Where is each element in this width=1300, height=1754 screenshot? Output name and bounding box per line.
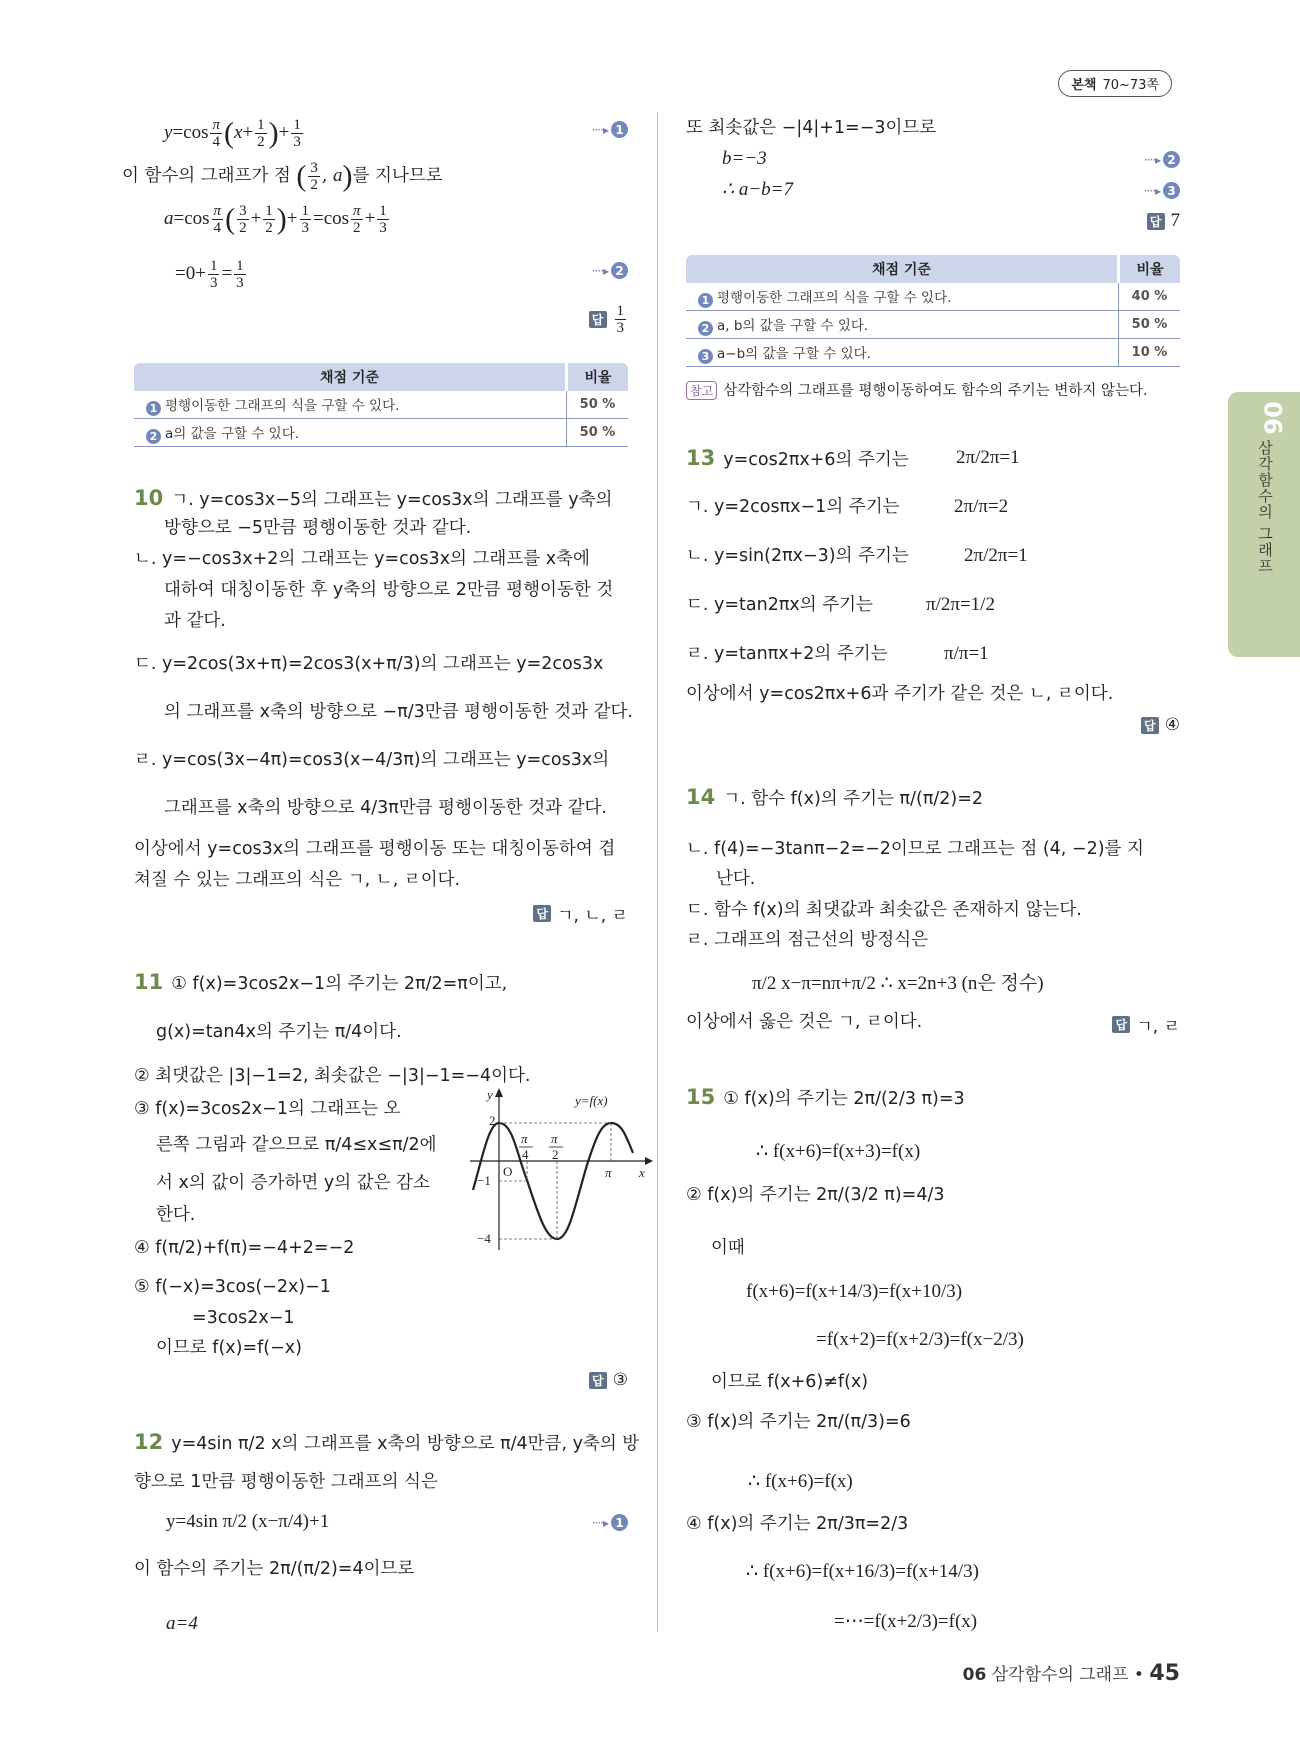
q11-line-3: ② 최댓값은 |3|−1=2, 최솟값은 −|3|−1=−4이다.: [134, 1066, 531, 1086]
svg-text:−1: −1: [477, 1173, 491, 1188]
q9-eq1: y=cos $\frac{\pi}{4}$ (x+ $\frac{1}{2}$ )+ $\frac{1}{3}$: [164, 116, 301, 150]
q11-line-5: 른쪽 그림과 같으므로 π/4≤x≤π/2에: [156, 1135, 437, 1155]
svg-text:π: π: [551, 1131, 558, 1146]
q15-line-9: ∴ f(x+6)=f(x): [748, 1471, 853, 1492]
q11-line-4: ③ f(x)=3cos2x−1의 그래프는 오: [134, 1099, 401, 1119]
q15-line-11: ∴ f(x+6)=f(x+16/3)=f(x+14/3): [746, 1561, 979, 1582]
svg-text:x: x: [639, 1165, 645, 1180]
q15-line-1: 15 ① f(x)의 주기는 2π/(2/3 π)=3: [686, 1085, 965, 1109]
q15-line-6: =f(x+2)=f(x+2/3)=f(x−2/3): [816, 1329, 1024, 1350]
svg-text:y=f(x): y=f(x): [575, 1093, 608, 1108]
q12-answer: 답 7: [1147, 210, 1181, 232]
chapter-number: 06: [1258, 401, 1287, 435]
answer-icon: 답: [589, 311, 607, 328]
q13-conclusion: 이상에서 y=cos2πx+6과 주기가 같은 것은 ㄴ, ㄹ이다.: [686, 684, 1114, 704]
q14-line-6: π/2 x−π=nπ+π/2 ∴ x=2n+3 (n은 정수): [752, 973, 1044, 994]
q12-cont-line-3: ∴ a−b=7: [722, 179, 793, 200]
q15-line-7: 이므로 f(x+6)≠f(x): [711, 1372, 869, 1392]
q10-line-2: 방향으로 −5만큼 평행이동한 것과 같다.: [164, 518, 472, 538]
q9-scoring-table: 채점 기준 비율 1 평행이동한 그래프의 식을 구할 수 있다. 50 % 2 a의 값을 구할 수 있다. 50 %: [134, 363, 628, 447]
tip-tag: 참고: [686, 381, 717, 400]
q12-line-3: y=4sin π/2 (x−π/4)+1: [166, 1511, 330, 1532]
tip-note: 참고 삼각함수의 그래프를 평행이동하여도 함수의 주기는 변하지 않는다.: [686, 379, 1148, 400]
q14-answer: 답 ㄱ, ㄹ: [1112, 1012, 1180, 1037]
q15-line-12: =⋯=f(x+2/3)=f(x): [834, 1611, 978, 1632]
q15-line-10: ④ f(x)의 주기는 2π/3π=2/3: [686, 1514, 909, 1534]
q15-line-3: ② f(x)의 주기는 2π/(3/2 π)=4/3: [686, 1185, 945, 1205]
q10-line-6: ㄷ. y=2cos(3x+π)=2cos3(x+π/3)의 그래프는 y=2cos3x: [134, 654, 604, 674]
q13-answer: 답 ④: [1141, 715, 1180, 735]
q10-line-10: 이상에서 y=cos3x의 그래프를 평행이동 또는 대칭이동하여 겹: [134, 839, 616, 859]
q11-line-7: 한다.: [156, 1205, 196, 1225]
chapter-side-tab[interactable]: [1228, 392, 1300, 657]
q15-line-4: 이때: [711, 1238, 745, 1258]
svg-text:4: 4: [522, 1147, 529, 1162]
q15-line-8: ③ f(x)의 주기는 2π/(π/3)=6: [686, 1412, 911, 1432]
q13-line-3: ㄷ. y=tan2πx의 주기는: [686, 595, 873, 615]
q10-line-4: 대하여 대칭이동한 후 y축의 방향으로 2만큼 평행이동한 것: [164, 580, 614, 600]
q10-line-5: 과 같다.: [164, 611, 226, 631]
q12-cont-line-2: b=−3: [722, 148, 767, 169]
page-footer: 06 삼각함수의 그래프 • 45: [962, 1661, 1180, 1686]
q11-line-1: 11 ① f(x)=3cos2x−1의 주기는 2π/2=π이고,: [134, 970, 508, 994]
page-number: 45: [1149, 1661, 1180, 1686]
q10-line-1: 10 ㄱ. y=cos3x−5의 그래프는 y=cos3x의 그래프를 y축의: [134, 486, 613, 510]
svg-text:y: y: [487, 1087, 493, 1102]
q10-line-11: 쳐질 수 있는 그래프의 식은 ㄱ, ㄴ, ㄹ이다.: [134, 870, 461, 890]
svg-text:2: 2: [489, 1113, 496, 1128]
answer-page: 본책 70~73쪽 06 삼각함수의 그래프 y=cos $\frac{\pi}{4}$ (x+ $\frac{1}{2}$ )+ $\frac{1}{3}$ ····▸ 1 이 함수의 그래프가 점 ( $\frac{3}{2}$ , a)를 지나므로 a=cos $\frac{\pi}{4}$ ( $\frac{3}{2}$ + $\frac{1}{2}$ )+ $\frac{1}{3}$ =cos $\frac{\pi}{2}$ + $\frac{1}{3}$ =0+ $\frac{1}{3}$ = $\frac{1}{3}$ ····▸ 2 답 $\frac{1}{3}$ 채점 기준 비율 1 평행이동한 그래프의 식을 구할 수 있다. 50 % 2 a의 값을 구할 수 있다. 50 % 10 ㄱ. y=cos3x−5의 그래프는 y=cos3x의 그래프를 y축의 방향으로 −5만큼 평행이동한 것과 같다. ㄴ. y=−cos3x+2의 그래프는 y=cos3x의 그래프를 x축에 대하여 대칭이동한 후 y축의 방향으로 2만큼 평행이동한 것 과 같다. ㄷ. y=2cos(3x+π)=2cos3(x+π/3)의 그래프는 y=2cos3x 의 그래프를 x축의 방향으로 −π/3만큼 평행이동한 것과 같다. ㄹ. y=cos(3x−4π)=cos3(x−4/3π)의 그래프는 y=cos3x의 그래프를 x축의 방향으로 4/3π만큼 평행이동한 것과 같다. 이상에서 y=cos3x의 그래프를 평행이동 또는 대칭이동하여 겹 쳐질 수 있는 그래프의 식은 ㄱ, ㄴ, ㄹ이다. 답 ㄱ, ㄴ, ㄹ 11 ① f(x)=3cos2x−1의 주기는 2π/2=π이고, g(x)=tan4x의 주기는 π/4이다. ② 최댓값은 |3|−1=2, 최솟값은 −|3|−1=−4이다. ③ f(x)=3cos2x−1의 그래프는 오 른쪽 그림과 같으므로 π/4≤x≤π/2에 서 x의 값이 증가하면 y의 값은 감소 한다. ④ f(π/2)+f(π)=−4+2=−2 ⑤ f(−x)=3cos(−2x)−1 =3cos2x−1 이므로 f(x)=f(−x) 답 ③ 12 y=4sin π/2 x의 그래프를 x축의 방향으로 π/4만큼, y축의 방 향으로 1만큼 평행이동한 그래프의 식은 y=4sin π/2 (x−π/4)+1 ····▸ 1 이 함수의 주기는 2π/(π/2)=4이므로 a=4 y 2 −1 −4 O π 4 π 2 π x y=f(x) 또 최솟값은 −|4|+1=−3이므로 b=−3 ····▸ 2 ∴ a−b=7 ····▸ 3 답 7 채점 기준 비율 1 평행이동한 그래프의 식을 구할 수 있다. 40 % 2 a, b의 값을 구할 수 있다. 50 % 3 a−b의 값을 구할 수 있다. 10 % 참고 삼각함수의 그래프를 평행이동하여도 함수의 주기는 변하지 않는다. 13 y=cos2πx+6의 주기는 2π/2π=1 ㄱ. y=2cosπx−1의 주기는 2π/π=2 ㄴ. y=sin(2πx−3)의 주기는 2π/2π=1 ㄷ. y=tan2πx의 주기는 π/2π=1/2 ㄹ. y=tanπx+2의 주기는 π/π=1 이상에서 y=cos2πx+6과 주기가 같은 것은 ㄴ, ㄹ이다. 답 ④ 14 ㄱ. 함수 f(x)의 주기는 π/(π/2)=2 ㄴ. f(4)=−3tanπ−2=−2이므로 그래프는 점 (4, −2)를 지 난다. ㄷ. 함수 f(x)의 최댓값과 최솟값은 존재하지 않는다. ㄹ. 그래프의 점근선의 방정식은 π/2 x−π=nπ+π/2 ∴ x=2n+3 (n은 정수) 이상에서 옳은 것은 ㄱ, ㄹ이다. 답 ㄱ, ㄹ 15 ① f(x)의 주기는 2π/(2/3 π)=3 ∴ f(x+6)=f(x+3)=f(x) ② f(x)의 주기는 2π/(3/2 π)=4/3 이때 f(x+6)=f(x+14/3)=f(x+10/3) =f(x+2)=f(x+2/3)=f(x−2/3) 이므로 f(x+6)≠f(x) ③ f(x)의 주기는 2π/(π/3)=6 ∴ f(x+6)=f(x) ④ f(x)의 주기는 2π/3π=2/3 ∴ f(x+6)=f(x+16/3)=f(x+14/3) =⋯=f(x+2/3)=f(x) 06 삼각함수의 그래프 • 45: [0, 0, 1300, 1754]
step-marker-1: ····▸ 1: [592, 121, 628, 138]
q12-line-1: 12 y=4sin π/2 x의 그래프를 x축의 방향으로 π/4만큼, y축의 방: [134, 1430, 640, 1454]
column-divider: [657, 112, 658, 1632]
q14-line-1: 14 ㄱ. 함수 f(x)의 주기는 π/(π/2)=2: [686, 785, 984, 809]
q14-line-5: ㄹ. 그래프의 점근선의 방정식은: [686, 930, 929, 950]
svg-text:π: π: [605, 1165, 612, 1180]
q13-line-1: ㄱ. y=2cosπx−1의 주기는: [686, 497, 900, 517]
q9-eq2: a=cos $\frac{\pi}{4}$ ( $\frac{3}{2}$ + $\frac{1}{2}$ )+ $\frac{1}{3}$ =cos $\frac{\pi}{2}$ + $\frac{1}{3}$: [164, 202, 387, 236]
q11-line-6: 서 x의 값이 증가하면 y의 값은 감소: [156, 1173, 430, 1193]
reference-pages-badge: 본책 70~73쪽: [1058, 70, 1172, 97]
q10-line-7: 의 그래프를 x축의 방향으로 −π/3만큼 평행이동한 것과 같다.: [164, 702, 633, 722]
svg-text:O: O: [503, 1164, 513, 1179]
table-row: 2 a, b의 값을 구할 수 있다. 50 %: [686, 311, 1180, 339]
q11-line-8: ④ f(π/2)+f(π)=−4+2=−2: [134, 1238, 355, 1258]
q14-line-3: 난다.: [716, 869, 756, 889]
q11-line-2: g(x)=tan4x의 주기는 π/4이다.: [156, 1022, 402, 1042]
step-marker-3: ····▸ 3: [1144, 182, 1180, 199]
q12-scoring-table: 채점 기준 비율 1 평행이동한 그래프의 식을 구할 수 있다. 40 % 2 a, b의 값을 구할 수 있다. 50 % 3 a−b의 값을 구할 수 있다. 10 %: [686, 255, 1180, 367]
cosine-graph: [465, 1085, 655, 1255]
svg-text:π: π: [521, 1131, 528, 1146]
q9-answer: 답 $\frac{1}{3}$: [589, 303, 629, 336]
q10-answer: 답 ㄱ, ㄴ, ㄹ: [533, 901, 628, 926]
table-row: 2 a의 값을 구할 수 있다. 50 %: [134, 419, 628, 447]
q10-line-9: 그래프를 x축의 방향으로 4/3π만큼 평행이동한 것과 같다.: [164, 798, 607, 818]
q13-line-2: ㄴ. y=sin(2πx−3)의 주기는: [686, 546, 909, 566]
q11-line-11: 이므로 f(x)=f(−x): [156, 1338, 302, 1358]
q12-line-4: 이 함수의 주기는 2π/(π/2)=4이므로: [134, 1559, 415, 1579]
table-row: 3 a−b의 값을 구할 수 있다. 10 %: [686, 339, 1180, 367]
q10-line-8: ㄹ. y=cos(3x−4π)=cos3(x−4/3π)의 그래프는 y=cos3x의: [134, 750, 610, 770]
q14-line-4: ㄷ. 함수 f(x)의 최댓값과 최솟값은 존재하지 않는다.: [686, 900, 1082, 920]
q13-line-4: ㄹ. y=tanπx+2의 주기는: [686, 644, 888, 664]
q9-text1: 이 함수의 그래프가 점 ( $\frac{3}{2}$ , a)를 지나므로: [122, 159, 443, 193]
step-marker-1: ····▸ 1: [592, 1514, 628, 1531]
q14-line-7: 이상에서 옳은 것은 ㄱ, ㄹ이다.: [686, 1012, 923, 1032]
q12-line-2: 향으로 1만큼 평행이동한 그래프의 식은: [134, 1472, 438, 1492]
svg-text:2: 2: [552, 1147, 559, 1162]
table-row: 1 평행이동한 그래프의 식을 구할 수 있다. 50 %: [134, 391, 628, 419]
table-row: 1 평행이동한 그래프의 식을 구할 수 있다. 40 %: [686, 283, 1180, 311]
q10-line-3: ㄴ. y=−cos3x+2의 그래프는 y=cos3x의 그래프를 x축에: [134, 549, 590, 569]
q15-line-2: ∴ f(x+6)=f(x+3)=f(x): [756, 1141, 921, 1162]
svg-text:−4: −4: [477, 1231, 491, 1246]
step-marker-2: ····▸ 2: [1144, 151, 1180, 168]
q11-line-10: =3cos2x−1: [192, 1308, 295, 1328]
q11-line-9: ⑤ f(−x)=3cos(−2x)−1: [134, 1277, 331, 1297]
q13-line-0: 13 y=cos2πx+6의 주기는: [686, 446, 909, 470]
q11-answer: 답 ③: [589, 1370, 628, 1390]
q15-line-5: f(x+6)=f(x+14/3)=f(x+10/3): [746, 1281, 963, 1302]
chapter-title: 삼각함수의 그래프: [1256, 440, 1274, 574]
q12-line-5: a=4: [166, 1613, 198, 1634]
step-marker-2: ····▸ 2: [592, 262, 628, 279]
q14-line-2: ㄴ. f(4)=−3tanπ−2=−2이므로 그래프는 점 (4, −2)를 지: [686, 839, 1144, 859]
q12-cont-line-1: 또 최솟값은 −|4|+1=−3이므로: [686, 118, 937, 138]
q9-eq3: =0+ $\frac{1}{3}$ = $\frac{1}{3}$: [175, 258, 244, 291]
